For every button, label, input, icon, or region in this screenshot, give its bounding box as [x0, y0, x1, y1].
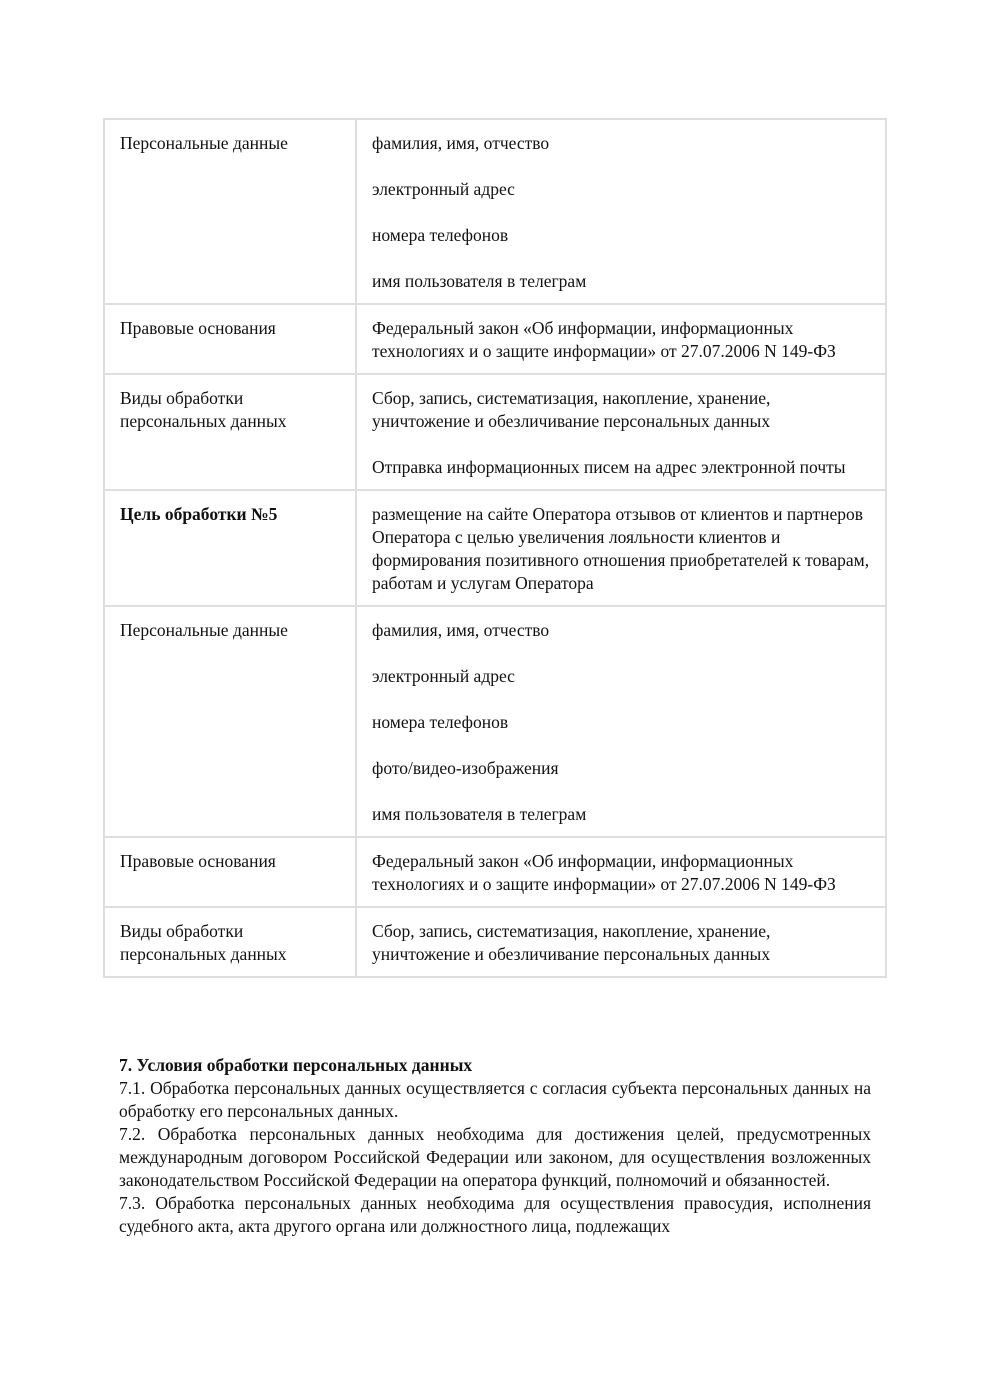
section-heading: 7. Условия обработки персональных данных	[119, 1055, 473, 1075]
value-item: имя пользователя в телеграм	[372, 804, 587, 824]
table-row	[104, 907, 886, 977]
row-value	[356, 606, 886, 837]
paragraph-7-1: 7.1. Обработка персональных данных осуществляется с согласия субъекта персональных данных на обработку его персональных данных.	[119, 1078, 871, 1121]
processing-purposes-table	[103, 118, 887, 978]
value-item: Отправка информационных писем на адрес электронной почты	[372, 457, 846, 477]
paragraph-7-2: 7.2. Обработка персональных данных необходима для достижения целей, предусмотренных международным договором Российской Федерации или законом, для осуществления возложенных законодательством Российской Федерации на оператора функций, полномочий и обязанностей.	[119, 1124, 871, 1190]
value-item: Сбор, запись, систематизация, накопление, хранение, уничтожение и обезличивание персональных данных	[372, 921, 771, 964]
value-item: Сбор, запись, систематизация, накопление, хранение, уничтожение и обезличивание персональных данных	[372, 388, 771, 431]
row-value	[356, 304, 886, 374]
row-key: Правовые основания	[104, 837, 356, 907]
row-key: Правовые основания	[104, 304, 356, 374]
value-item: номера телефонов	[372, 712, 509, 732]
table-row	[104, 837, 886, 907]
purpose-title: Цель обработки №5	[104, 490, 356, 606]
value-item: имя пользователя в телеграм	[372, 271, 587, 291]
value-item: электронный адрес	[372, 666, 515, 686]
paragraph-7-3: 7.3. Обработка персональных данных необходима для осуществления правосудия, исполнения судебного акта, акта другого органа или должностного лица, подлежащих	[119, 1193, 871, 1236]
value-item: фамилия, имя, отчество	[372, 620, 550, 640]
row-value	[356, 837, 886, 907]
row-value	[356, 119, 886, 304]
value-item: фото/видео-изображения	[372, 758, 559, 778]
row-value	[356, 907, 886, 977]
row-key: Персональные данные	[104, 119, 356, 304]
value-item: электронный адрес	[372, 179, 515, 199]
row-key: Персональные данные	[104, 606, 356, 837]
table-row	[104, 490, 886, 606]
row-key: Виды обработки персональных данных	[104, 907, 356, 977]
value-item: Федеральный закон «Об информации, информационных технологиях и о защите информации» от 27.07.2006 N 149-ФЗ	[372, 851, 836, 894]
table-row	[104, 119, 886, 304]
value-item: фамилия, имя, отчество	[372, 133, 550, 153]
table-row	[104, 374, 886, 490]
value-item: размещение на сайте Оператора отзывов от клиентов и партнеров Оператора с целью увеличения лояльности клиентов и формирования позитивного отношения приобретателей к товарам, работам и услугам Оператора	[372, 504, 870, 593]
section-7	[119, 1054, 871, 1238]
value-item: Федеральный закон «Об информации, информационных технологиях и о защите информации» от 27.07.2006 N 149-ФЗ	[372, 318, 836, 361]
table-row	[104, 304, 886, 374]
row-value	[356, 490, 886, 606]
table-row	[104, 606, 886, 837]
value-item: номера телефонов	[372, 225, 509, 245]
row-key: Виды обработки персональных данных	[104, 374, 356, 490]
row-value	[356, 374, 886, 490]
